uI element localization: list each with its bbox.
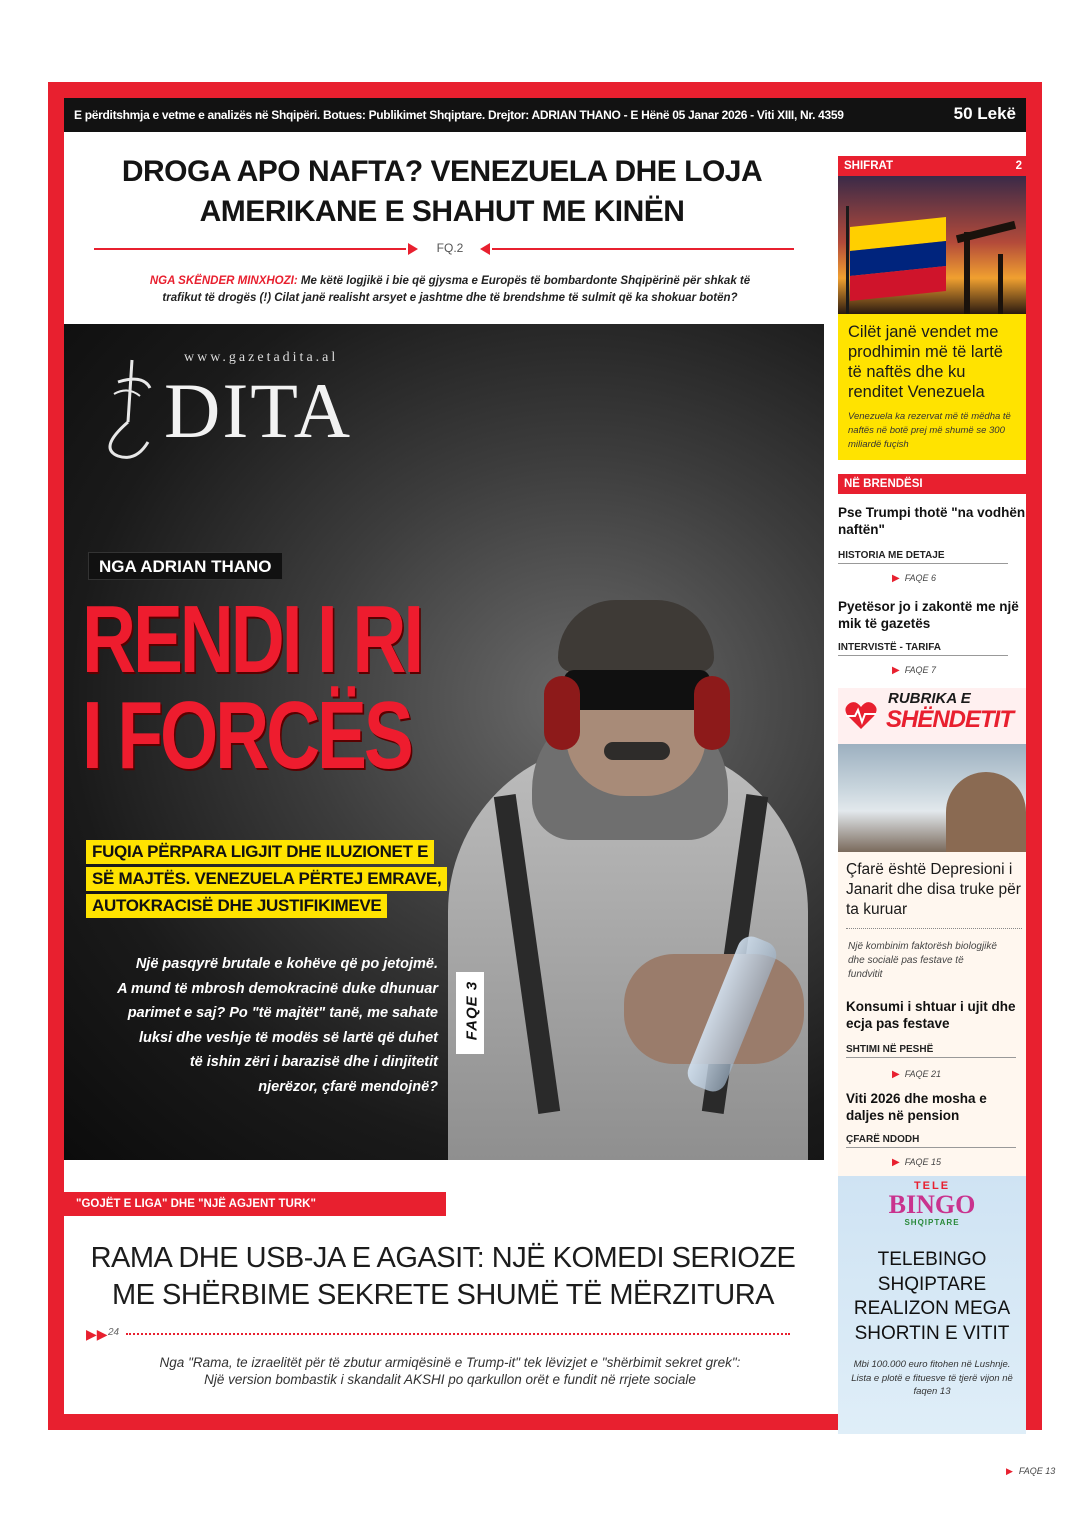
inside-item-page-label: FAQE 7: [904, 665, 937, 675]
cover-page-ref-label: FAQE 3: [463, 980, 481, 1041]
shifrat-label-text: SHIFRAT: [844, 160, 893, 172]
health-header-line2: SHËNDETIT: [886, 706, 1014, 733]
cover-title-line2: I FORCËS: [82, 682, 411, 789]
logo-wordmark: DITA: [164, 367, 353, 454]
page-footer-label: FAQE 13: [1018, 1466, 1056, 1476]
health-story-desc: Një kombinim faktorësh biologjikë dhe socialë pas festave të fundvitit: [848, 941, 997, 980]
venezuela-flag-icon: [850, 217, 946, 301]
oil-field-image: [838, 176, 1026, 314]
bottom-story-description: [120, 1354, 780, 1388]
divider-line-right: [492, 248, 794, 250]
cover-subtitle-line1: FUQIA PËRPARA LIGJIT DHE ILUZIONET E: [86, 840, 434, 864]
top-story-headline[interactable]: [72, 152, 812, 232]
telebingo-title: TELEBINGO SHQIPTARE REALIZON MEGA SHORTIN E VITIT: [853, 1249, 1011, 1344]
health-header-line1: RUBRIKA E: [888, 690, 971, 707]
telebingo-desc: Mbi 100.000 euro fitohen në Lushnje. Lista e plotë e fituesve të tjerë vijon në faqen 13: [851, 1359, 1013, 1397]
top-story-page-ref[interactable]: FQ.2: [436, 241, 464, 255]
cover-subtitle-line3: AUTOKRACISË DHE JUSTIFIKIMEVE: [86, 894, 387, 918]
top-story-byline: [110, 273, 790, 307]
cover-photo-hair: [558, 600, 714, 672]
masthead-bar: [64, 98, 1026, 132]
byline-text-line1: Me këtë logjikë i bie që gjysma e Europës të bombardonte Shqipërinë për shkak të: [297, 275, 751, 287]
double-arrow-icon: ▶▶: [86, 1326, 108, 1342]
cover-excerpt-line: parimet e saj? Po "të majtët" tanë, me sahate: [127, 1005, 438, 1021]
telebingo-logo: [838, 1180, 1026, 1227]
sidebar-label-shifrat: [838, 156, 1026, 176]
cover-photo-mustache: [604, 742, 670, 760]
dita-logo[interactable]: [88, 346, 428, 456]
cover-title-line1: RENDI I RI: [82, 586, 422, 693]
inside-item-title[interactable]: Pyetësor jo i zakontë me një mik të gazetës: [838, 599, 1019, 631]
triangle-right-icon: ▶: [892, 1069, 900, 1080]
masthead-info: E përditshmja e vetme e analizës në Shqipëri. Botues: Publikimet Shqiptare. Drejtor: ADRIAN THANO - E Hënë 05 Janar 2026 - Viti XIII, Nr. 4359: [74, 108, 844, 122]
triangle-right-icon: ▶: [892, 665, 900, 676]
bottom-story-desc-line1: Nga "Rama, te izraelitët për të zbutur armiqësinë e Trump-it" tek lëvizjet e "shërbimit sekret grek":: [159, 1355, 741, 1370]
health-item-title[interactable]: Konsumi i shtuar i ujit dhe ecja pas festave: [846, 999, 1016, 1031]
dita-logo-emblem-icon: [88, 352, 168, 462]
bottom-story-headline[interactable]: [80, 1240, 806, 1314]
health-section-header: [838, 688, 1026, 744]
shifrat-page-num: 2: [1015, 160, 1022, 172]
telebingo-logo-big: BINGO: [888, 1190, 976, 1219]
logo-url: www.gazetadita.al: [184, 350, 339, 365]
inside-label-text: NË BRENDËSI: [844, 478, 923, 490]
cover-excerpt-line: të ishin zëri i barazisë dhe i dinjitetit: [189, 1054, 438, 1070]
top-story-headline-line1: DROGA APO NAFTA? VENEZUELA DHE LOJA: [121, 155, 763, 188]
health-item-page-label: FAQE 15: [904, 1157, 942, 1167]
oil-pump-icon: [964, 232, 970, 314]
oil-story-box[interactable]: [838, 314, 1026, 460]
health-item-category: ÇFARË NDODH: [846, 1134, 1016, 1148]
flag-pole: [846, 206, 849, 314]
sidebar-label-inside: [838, 474, 1026, 494]
inside-item-page[interactable]: [892, 665, 936, 676]
health-story-title[interactable]: Çfarë është Depresioni i Janarit dhe disa truke për ta kuruar: [846, 860, 1022, 929]
inside-item-category: INTERVISTË - TARIFA: [838, 642, 1008, 656]
health-photo-person: [946, 772, 1026, 852]
bottom-story-headline-line1: RAMA DHE USB-JA E AGASIT: NJË KOMEDI SERIOZE: [90, 1242, 796, 1274]
byline-author: NGA SKËNDER MINXHOZI:: [149, 275, 298, 287]
health-item-title[interactable]: Viti 2026 dhe mosha e daljes në pension: [846, 1091, 987, 1123]
price-label: 50 Lekë: [953, 104, 1016, 123]
telebingo-logo-small: TELE: [913, 1180, 951, 1192]
triangle-right-icon: ▶: [892, 573, 900, 584]
bottom-story-desc-line2: Një version bombastik i skandalit AKSHI po qarkullon orët e fundit në rrjete sociale: [204, 1372, 696, 1387]
health-item-category: SHTIMI NË PESHË: [846, 1044, 1016, 1058]
health-story-image: [838, 744, 1026, 852]
oil-story-desc: Venezuela ka rezervat më të mëdha të naftës në botë prej më shumë se 300 miliardë fuçish: [848, 411, 1011, 450]
cover-title[interactable]: [82, 586, 441, 789]
oil-pump-arm: [956, 221, 1016, 243]
cover-excerpt-line: A mund të mbrosh demokracinë duke dhunuar: [117, 980, 438, 997]
arrow-left-icon: [480, 243, 490, 255]
inside-item-category: HISTORIA ME DETAJE: [838, 550, 1008, 564]
bottom-story-band: "GOJËT E LIGA" DHE "NJË AGJENT TURK": [64, 1192, 446, 1216]
cover-photo-earmuff: [694, 676, 730, 750]
health-item-page[interactable]: [892, 1157, 941, 1168]
cover-subtitle: [86, 840, 556, 921]
cover-excerpt-line: luksi dhe veshje të modës së lartë që duhet: [139, 1029, 438, 1046]
heart-pulse-icon: [844, 698, 878, 732]
bottom-story-headline-line2: ME SHËRBIME SEKRETE SHUMË TË MËRZITURA: [111, 1279, 775, 1311]
oil-story-title: Cilët janë vendet me prodhimin më të lartë të naftës dhe ku renditet Venezuela: [848, 323, 1003, 401]
telebingo-box[interactable]: [838, 1176, 1026, 1434]
inside-item-page-label: FAQE 6: [904, 573, 937, 583]
triangle-right-icon: ▶: [1006, 1466, 1013, 1476]
cover-excerpt-line: njerëzor, çfarë mendojnë?: [258, 1078, 438, 1095]
cover-photo-blindfold: [564, 670, 710, 710]
page-footer: [1006, 1466, 1055, 1477]
telebingo-logo-sub: SHQIPTARE: [904, 1218, 960, 1227]
cover-hero: [64, 324, 824, 1160]
health-item-page[interactable]: [892, 1069, 941, 1080]
cover-subtitle-line2: SË MAJTËS. VENEZUELA PËRTEJ EMRAVE,: [86, 867, 447, 891]
cover-photo-earmuff: [544, 676, 580, 750]
dotted-divider: [126, 1333, 790, 1335]
cover-excerpt: [88, 952, 438, 1099]
byline-text-line2: trafikut të drogës (!) Cilat janë realisht arsyet e jashtme dhe të brendshme të sulmit që ka shokuar botën?: [162, 292, 738, 304]
divider-line-left: [94, 248, 406, 250]
oil-pump-icon: [998, 254, 1003, 314]
health-item-page-label: FAQE 21: [904, 1069, 942, 1079]
top-story-headline-line2: AMERIKANE E SHAHUT ME KINËN: [199, 195, 685, 228]
cover-excerpt-line: Një pasqyrë brutale e kohëve që po jetojmë.: [135, 956, 438, 972]
inside-item-title[interactable]: Pse Trumpi thotë "na vodhën naftën": [838, 505, 1026, 537]
inside-item-page[interactable]: [892, 573, 936, 584]
triangle-right-icon: ▶: [892, 1157, 900, 1168]
arrow-right-icon: [408, 243, 418, 255]
cover-page-ref[interactable]: [456, 972, 484, 1054]
cover-author-tag: NGA ADRIAN THANO: [88, 552, 283, 580]
bottom-story-page-num[interactable]: 24: [108, 1327, 120, 1338]
